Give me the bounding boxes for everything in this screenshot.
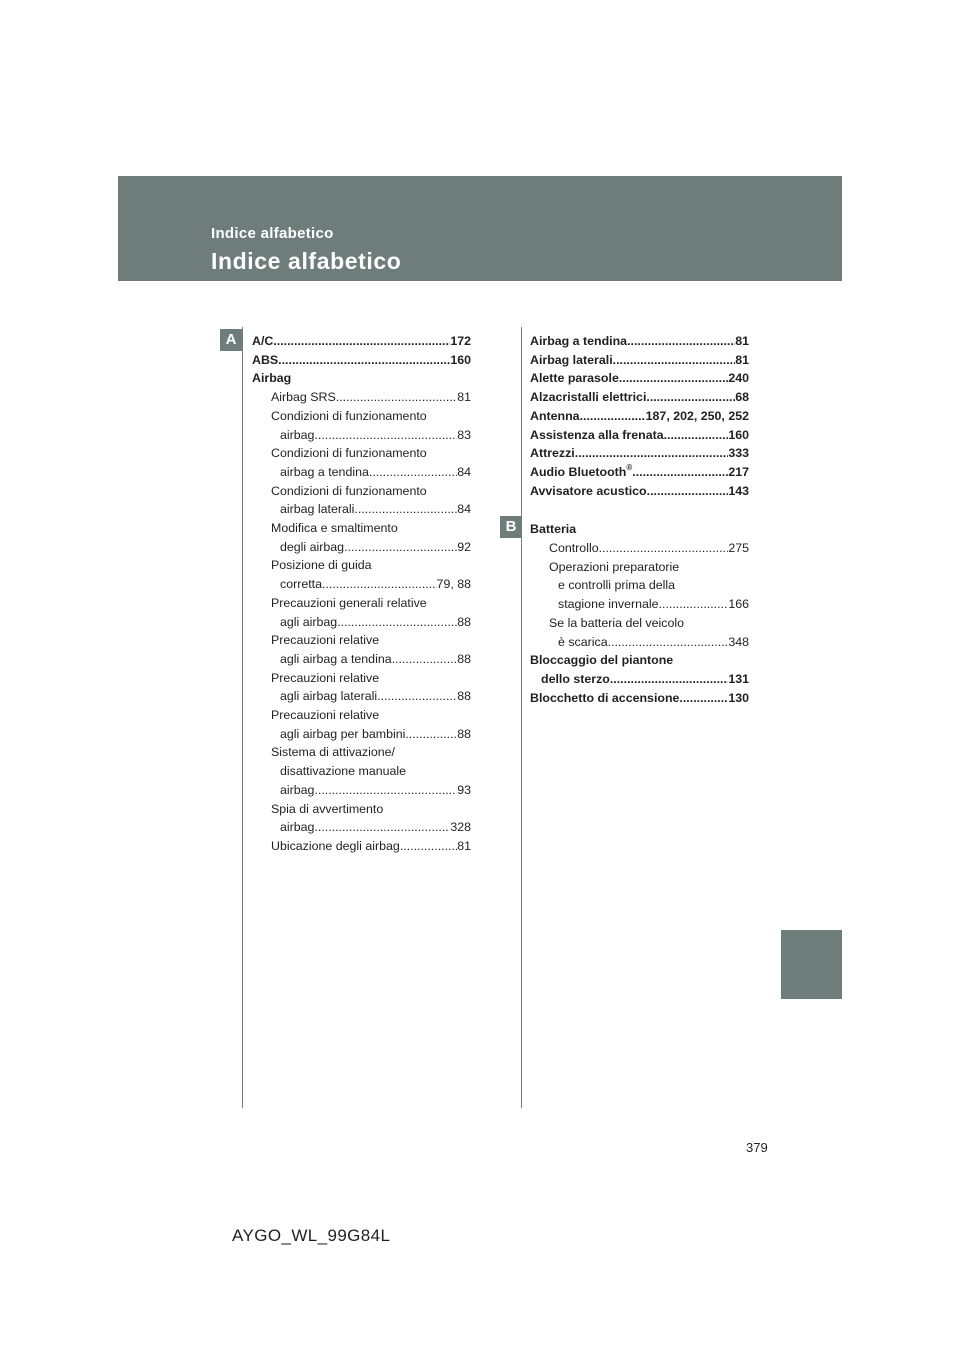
index-subentry: Airbag SRS ..... 81 — [252, 388, 471, 407]
index-subentry: Condizioni di funzionamento — [271, 483, 427, 498]
index-subentry: Sistema di attivazione/ — [271, 745, 395, 760]
index-column-2 — [530, 332, 749, 707]
index-subentry: airbag a tendina ..... 84 — [252, 463, 471, 482]
index-entry: Blocchetto di accensione ..... 130 — [530, 689, 749, 708]
index-subentry: Precauzioni generali relative — [271, 595, 427, 610]
index-subentry: e controlli prima della — [558, 578, 676, 593]
index-subentry: Precauzioni relative — [271, 708, 380, 723]
index-subentry: stagione invernale ..... 166 — [530, 595, 749, 614]
index-entry: Avvisatore acustico ..... 143 — [530, 482, 749, 501]
index-entry: Assistenza alla frenata ..... 160 — [530, 426, 749, 445]
index-entry: ABS ..... 160 — [252, 351, 471, 370]
index-subentry: corretta ..... 79, 88 — [252, 575, 471, 594]
side-thumb-tab — [781, 930, 842, 999]
index-subentry: Modifica e smaltimento — [271, 521, 398, 536]
index-subentry: è scarica ..... 348 — [530, 633, 749, 652]
page-title: Indice alfabetico — [211, 248, 402, 274]
index-entry: Alzacristalli elettrici ..... 68 — [530, 388, 749, 407]
index-entry: Attrezzi ..... 333 — [530, 444, 749, 463]
index-entry: Alette parasole ..... 240 — [530, 369, 749, 388]
index-subentry: airbag ..... 93 — [252, 781, 471, 800]
index-entry: A/C ..... 172 — [252, 332, 471, 351]
index-subentry: agli airbag laterali ..... 88 — [252, 687, 471, 706]
registered-mark: ® — [626, 462, 633, 472]
index-subentry: Spia di avvertimento — [271, 801, 384, 816]
letter-marker-a: A — [220, 329, 242, 351]
index-subentry: Posizione di guida — [271, 558, 372, 573]
page-number: 379 — [746, 1140, 768, 1155]
index-column-1 — [252, 332, 471, 856]
header-subtitle: Indice alfabetico — [211, 225, 334, 242]
index-subentry: Operazioni preparatorie — [549, 559, 680, 574]
index-subentry: Condizioni di funzionamento — [271, 446, 427, 461]
index-entry: Airbag — [252, 371, 292, 386]
index-entry: Airbag laterali ..... 81 — [530, 351, 749, 370]
index-entry: Airbag a tendina ..... 81 — [530, 332, 749, 351]
column-divider-left — [242, 327, 243, 1108]
index-entry: dello sterzo ..... 131 — [530, 670, 749, 689]
header-band — [118, 176, 842, 281]
index-subentry: Condizioni di funzionamento — [271, 408, 427, 423]
index-subentry: agli airbag a tendina ..... 88 — [252, 650, 471, 669]
index-entry: Audio Bluetooth® ..... 217 — [530, 463, 749, 482]
index-subentry: agli airbag ..... 88 — [252, 613, 471, 632]
index-subentry: Precauzioni relative — [271, 670, 380, 685]
index-entry: Antenna ..... 187, 202, 250, 252 — [530, 407, 749, 426]
index-entry: Bloccaggio del piantone — [530, 653, 674, 668]
index-subentry: agli airbag per bambini ..... 88 — [252, 725, 471, 744]
index-subentry: airbag ..... 83 — [252, 426, 471, 445]
column-divider-middle — [521, 327, 522, 1108]
index-subentry: airbag laterali ..... 84 — [252, 500, 471, 519]
index-subentry: Ubicazione degli airbag ..... 81 — [252, 837, 471, 856]
letter-marker-b: B — [500, 516, 522, 538]
index-subentry: degli airbag ..... 92 — [252, 538, 471, 557]
index-subentry: disattivazione manuale — [280, 764, 407, 779]
document-code: AYGO_WL_99G84L — [232, 1226, 391, 1245]
index-subentry: Se la batteria del veicolo — [549, 615, 685, 630]
index-subentry: airbag ..... 328 — [252, 818, 471, 837]
index-subentry: Controllo ..... 275 — [530, 539, 749, 558]
index-entry: Batteria — [530, 522, 577, 537]
index-subentry: Precauzioni relative — [271, 633, 380, 648]
